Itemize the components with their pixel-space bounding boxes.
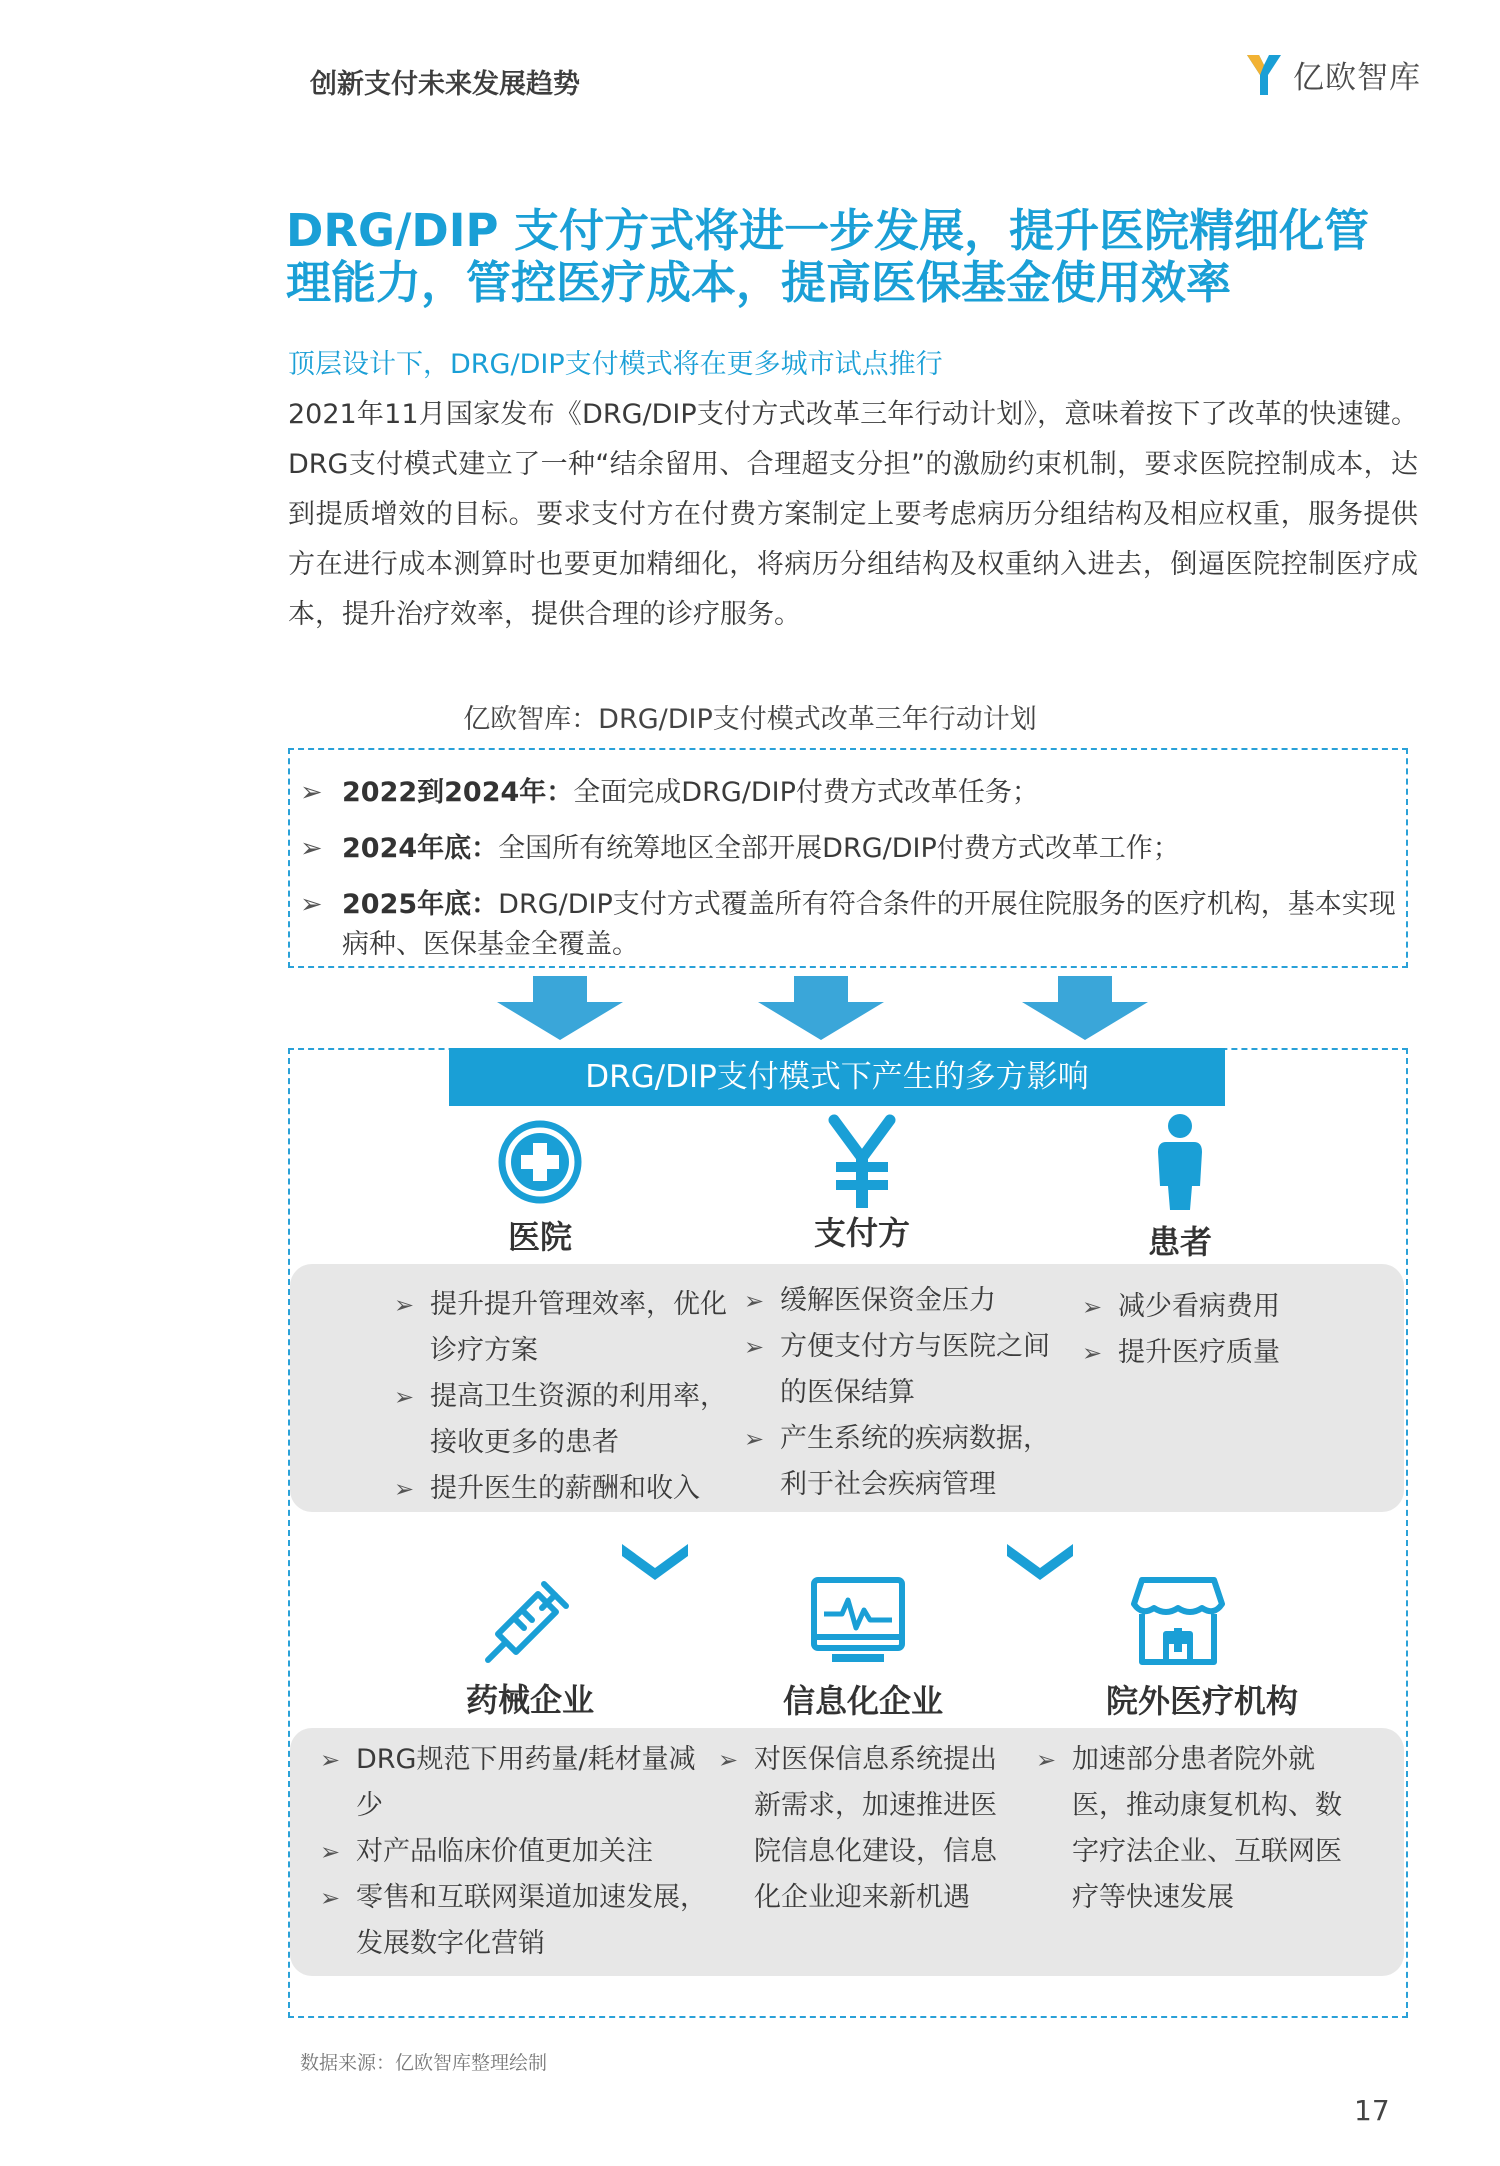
patient-impacts: [1082, 1284, 1382, 1376]
list-item: ➢ 方便支付方与医院之间的医保结算: [744, 1324, 1054, 1416]
person-icon: [1130, 1112, 1230, 1212]
bullet-arrow-icon: ➢: [300, 833, 323, 864]
hospital-cross-icon: [490, 1112, 590, 1212]
bullet-arrow-icon: ➢: [1082, 1293, 1103, 1321]
chevron-down-icon: [1005, 1540, 1075, 1580]
bullet-arrow-icon: ➢: [394, 1291, 415, 1319]
plan-text: DRG/DIP支付方式覆盖所有符合条件的开展住院服务的医疗机构，基本实现病种、医保基金全覆盖。: [342, 889, 1396, 960]
bullet-arrow-icon: ➢: [1082, 1339, 1103, 1367]
list-item: ➢ 提升医生的薪酬和收入: [394, 1466, 734, 1512]
bullet-arrow-icon: ➢: [320, 1746, 341, 1774]
plan-item: [300, 765, 1400, 821]
list-item: ➢ 提高卫生资源的利用率，接收更多的患者: [394, 1374, 734, 1466]
bullet-arrow-icon: ➢: [320, 1884, 341, 1912]
list-item: ➢ 提升提升管理效率，优化诊疗方案: [394, 1282, 734, 1374]
figure-title: 亿欧智库：DRG/DIP支付模式改革三年行动计划: [463, 704, 1037, 735]
yen-icon: [812, 1112, 912, 1212]
party-label-hospital: 医院: [507, 1218, 572, 1256]
offsite-impacts: [1036, 1737, 1356, 1921]
data-source: 数据来源：亿欧智库整理绘制: [300, 2052, 548, 2074]
list-item: ➢ 对医保信息系统提出新需求，加速推进医院信息化建设，信息化企业迎来新机遇: [718, 1737, 1018, 1921]
syringe-icon: [480, 1570, 580, 1670]
down-arrow-icon: [756, 976, 886, 1040]
list-item: ➢ 缓解医保资金压力: [744, 1278, 1054, 1324]
clinic-store-icon: [1128, 1570, 1228, 1670]
bullet-arrow-icon: ➢: [744, 1425, 765, 1453]
plan-text: 全国所有统筹地区全部开展DRG/DIP付费方式改革工作；: [498, 833, 1180, 864]
plan-year: 2024年底：: [342, 833, 499, 864]
payer-impacts: [744, 1278, 1054, 1508]
logo-text: 亿欧智库: [1293, 60, 1421, 96]
plan-list: [300, 765, 1400, 965]
list-item: ➢ 加速部分患者院外就医，推动康复机构、数字疗法企业、互联网医疗等快速发展: [1036, 1737, 1356, 1921]
plan-item: [300, 821, 1400, 877]
list-item: ➢ 零售和互联网渠道加速发展，发展数字化营销: [320, 1875, 720, 1967]
logo: [1245, 52, 1421, 97]
running-header: 创新支付未来发展趋势: [310, 69, 580, 100]
plan-year: 2025年底：: [342, 889, 499, 920]
bullet-arrow-icon: ➢: [394, 1383, 415, 1411]
bullet-arrow-icon: ➢: [744, 1287, 765, 1315]
bullet-arrow-icon: ➢: [300, 889, 323, 920]
it-impacts: [718, 1737, 1018, 1921]
list-item: ➢ 减少看病费用: [1082, 1284, 1382, 1330]
pharma-impacts: [320, 1737, 720, 1967]
bullet-arrow-icon: ➢: [744, 1333, 765, 1361]
section-subheading: 顶层设计下，DRG/DIP支付模式将在更多城市试点推行: [288, 349, 943, 380]
list-item: ➢ 对产品临床价值更加关注: [320, 1829, 720, 1875]
down-arrow-icon: [495, 976, 625, 1040]
plan-text: 全面完成DRG/DIP付费方式改革任务；: [573, 777, 1039, 808]
bullet-arrow-icon: ➢: [300, 777, 323, 808]
body-paragraph: 2021年11月国家发布《DRG/DIP支付方式改革三年行动计划》，意味着按下了改革的快速键。DRG支付模式建立了一种“结余留用、合理超支分担”的激励约束机制，要求医院控制成本，达到提质增效的目标。要求支付方在付费方案制定上要考虑病历分组结构及相应权重，服务提供方在进行成本测算时也要更加精细化，将病历分组结构及权重纳入进去，倒逼医院控制医疗成本，提升治疗效率，提供合理的诊疗服务。: [288, 399, 1418, 630]
list-item: ➢ 提升医疗质量: [1082, 1330, 1382, 1376]
party-label-it: 信息化企业: [782, 1682, 943, 1720]
list-item: ➢ 产生系统的疾病数据，利于社会疾病管理: [744, 1416, 1054, 1508]
bullet-arrow-icon: ➢: [718, 1746, 739, 1774]
bullet-arrow-icon: ➢: [320, 1838, 341, 1866]
bullet-arrow-icon: ➢: [394, 1475, 415, 1503]
plan-item: [300, 877, 1400, 965]
plan-year: 2022到2024年：: [342, 777, 574, 808]
party-label-patient: 患者: [1147, 1223, 1212, 1261]
monitor-heartbeat-icon: [808, 1570, 908, 1670]
bullet-arrow-icon: ➢: [1036, 1746, 1057, 1774]
party-label-payer: 支付方: [813, 1214, 910, 1252]
logo-mark-icon: [1245, 53, 1283, 97]
page-number: 17: [1354, 2094, 1390, 2127]
list-item: ➢ DRG规范下用药量/耗材量减少: [320, 1737, 720, 1829]
down-arrow-icon: [1020, 976, 1150, 1040]
party-label-pharma: 药械企业: [465, 1681, 594, 1719]
impact-banner: DRG/DIP支付模式下产生的多方影响: [449, 1048, 1225, 1106]
chevron-down-icon: [620, 1540, 690, 1580]
hospital-impacts: [394, 1282, 734, 1512]
party-label-offsite: 院外医疗机构: [1105, 1682, 1298, 1720]
page-headline: DRG/DIP 支付方式将进一步发展，提升医院精细化管理能力，管控医疗成本，提高医保基金使用效率: [286, 204, 1370, 309]
